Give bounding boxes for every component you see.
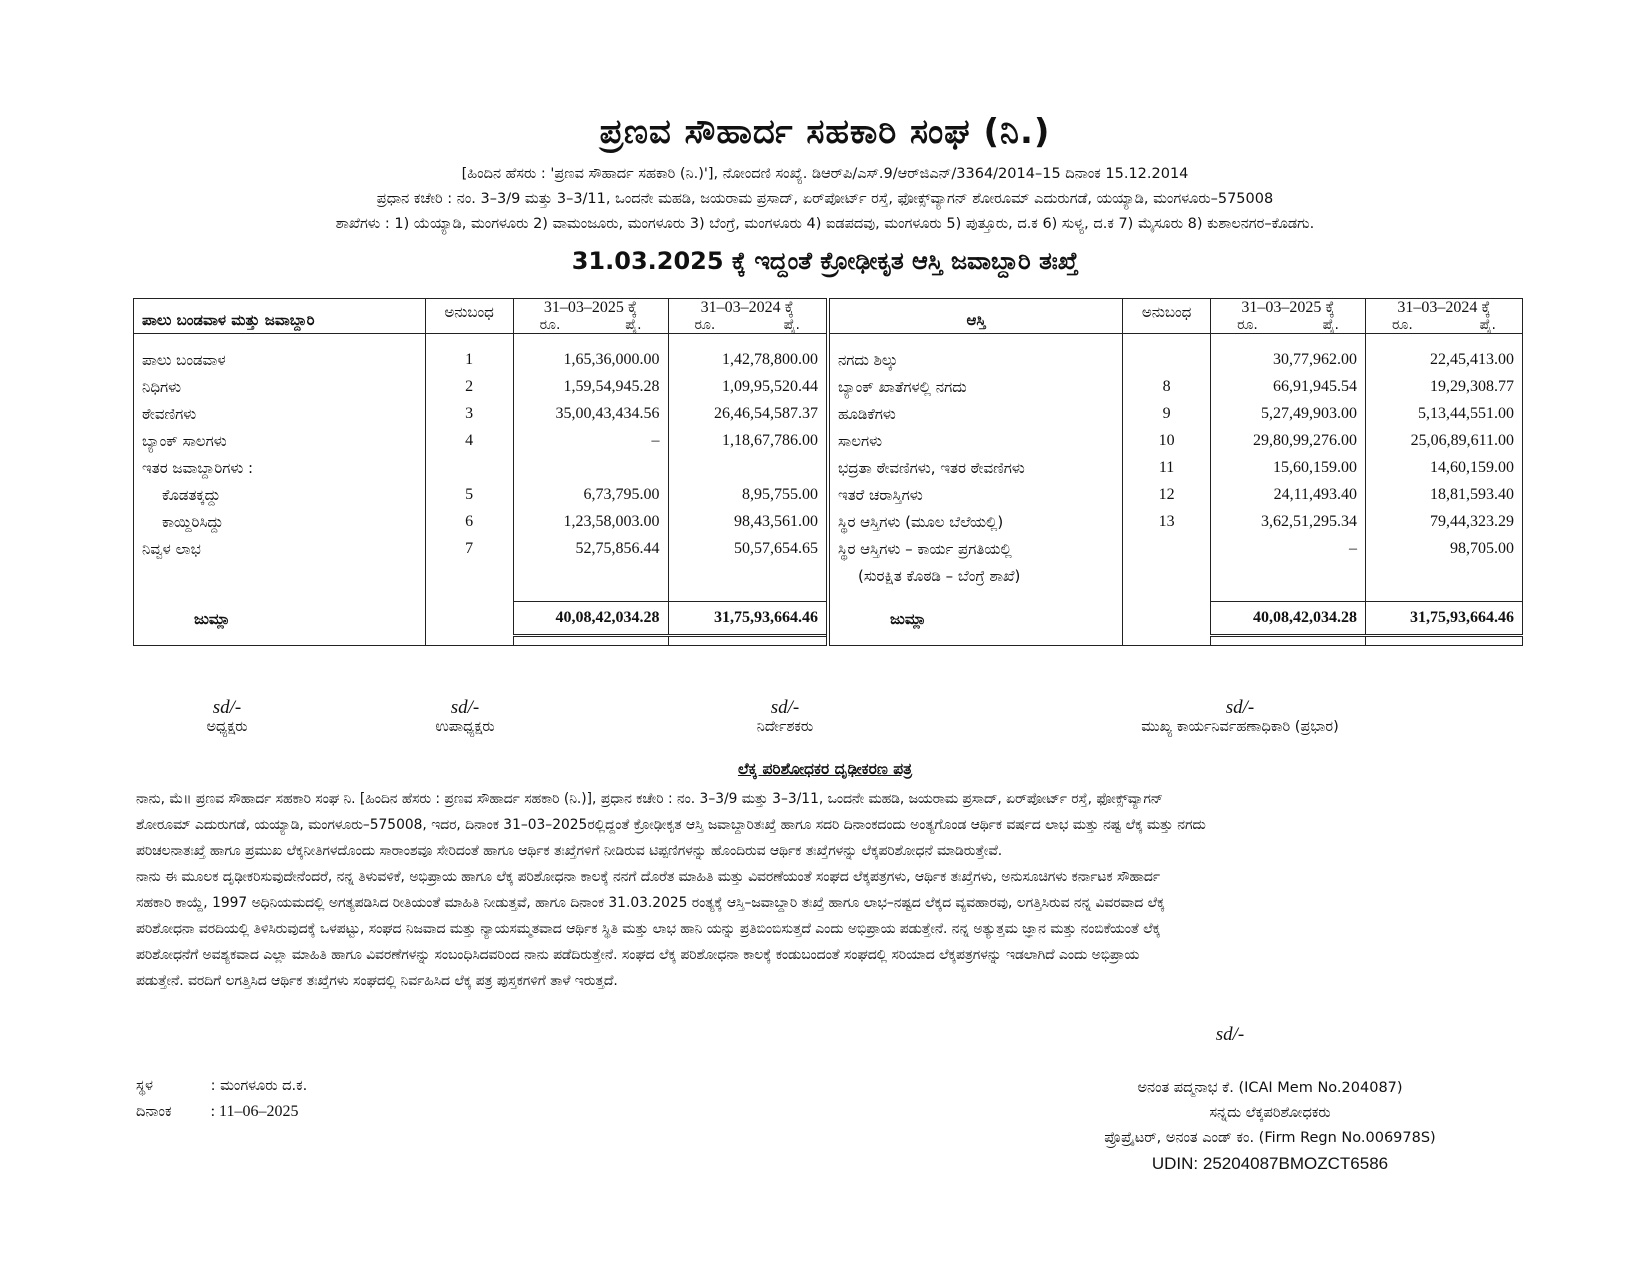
asset-annex: 9 xyxy=(1123,400,1211,427)
total-label-right: ಜುಮ್ಲಾ xyxy=(828,602,1123,636)
total-left-2024: 31,75,93,664.46 xyxy=(668,602,828,636)
asset-2024: 25,06,89,611.00 xyxy=(1366,427,1523,454)
liability-2025: 1,65,36,000.00 xyxy=(513,346,668,373)
asset-2025: 66,91,945.54 xyxy=(1211,373,1366,400)
certificate-line: ಪರಿಶೋಧನೆಗೆ ಅವಶ್ಯಕವಾದ ಎಲ್ಲಾ ಮಾಹಿತಿ ಹಾಗೂ ವಿವರಣೆಗಳನ್ನು ಸಂಬಂಧಿಸಿದವರಿಂದ ನಾನು ಪಡೆದಿರುತ್ತೇನೆ. ಸಂಘದ ಲೆಕ್ಕ ಪರಿಶೋಧನಾ ಕಾಲಕ್ಕೆ ಕಂಡುಬಂದಂತೆ ಸಂಘದಲ್ಲಿ ಸರಿಯಾದ ಲೆಕ್ಕಪತ್ರಗಳನ್ನು ಇಡಲಾಗಿದೆ ಎಂದು ಅಭಿಪ್ರಾಯ xyxy=(136,947,1140,963)
date-2024-label: 31–03–2024 ಕ್ಕೆ xyxy=(1397,299,1491,316)
signature-mark: sd/- xyxy=(1225,697,1255,718)
asset-2024: 18,81,593.40 xyxy=(1366,481,1523,508)
total-right-2024: 31,75,93,664.46 xyxy=(1366,602,1523,636)
table-row xyxy=(134,535,1523,562)
former-name-line: [ಹಿಂದಿನ ಹೆಸರು : 'ಪ್ರಣವ ಸೌಹಾರ್ದ ಸಹಕಾರಿ (ನಿ.)'], ನೋಂದಣಿ ಸಂಖ್ಯೆ. ಡಿಆರ್‌ಪಿ/ಎಸ್.9/ಆರ್‌ಜಿಎನ್/3364/2014–15 ದಿನಾಂಕ 15.12.2014 xyxy=(461,166,1189,182)
signature-role: ನಿರ್ದೇಶಕರು xyxy=(756,719,814,735)
liability-2025: 6,73,795.00 xyxy=(513,481,668,508)
table-row xyxy=(134,346,1523,373)
liability-2025: 1,59,54,945.28 xyxy=(513,373,668,400)
col-2025-left xyxy=(513,299,668,334)
total-right-2025: 40,08,42,034.28 xyxy=(1211,602,1366,636)
liability-2025 xyxy=(513,454,668,481)
liability-annex: 4 xyxy=(425,427,513,454)
liability-label: ಠೇವಣಿಗಳು xyxy=(134,400,426,427)
signature-vice-president xyxy=(335,697,595,735)
date-label: ದಿನಾಂಕ xyxy=(136,1104,172,1120)
col-2025-right xyxy=(1211,299,1366,334)
asset-2024: 22,45,413.00 xyxy=(1366,346,1523,373)
asset-annex: 12 xyxy=(1123,481,1211,508)
liability-2025: 52,75,856.44 xyxy=(513,535,668,562)
branches-line: ಶಾಖೆಗಳು : 1) ಯೆಯ್ಯಾಡಿ, ಮಂಗಳೂರು 2) ವಾಮಂಜೂರು, ಮಂಗಳೂರು 3) ಬೆಂಗ್ರೆ, ಮಂಗಳೂರು 4) ಐಡಪದವು, ಮಂಗಳೂರು 5) ಪುತ್ತೂರು, ದ.ಕ 6) ಸುಳ್ಯ, ದ.ಕ 7) ಮೈಸೂರು 8) ಕುಶಾಲನಗರ–ಕೊಡಗು. xyxy=(335,216,1315,232)
liability-annex: 2 xyxy=(425,373,513,400)
table-row xyxy=(134,373,1523,400)
date-value: : 11–06–2025 xyxy=(210,1103,299,1120)
liability-2024: 1,09,95,520.44 xyxy=(668,373,828,400)
spacer-row xyxy=(134,334,1523,347)
date-2024-label: 31–03–2024 ಕ್ಕೆ xyxy=(700,299,794,316)
asset-label: ಹೂಡಿಕೆಗಳು xyxy=(828,400,1123,427)
asset-label: ಬ್ಯಾಂಕ್ ಖಾತೆಗಳಲ್ಲಿ ನಗದು xyxy=(828,373,1123,400)
asset-annex: 11 xyxy=(1123,454,1211,481)
signature-role: ಮುಖ್ಯ ಕಾರ್ಯನಿರ್ವಹಣಾಧಿಕಾರಿ (ಪ್ರಭಾರ) xyxy=(1141,719,1339,735)
asset-2025: 29,80,99,276.00 xyxy=(1211,427,1366,454)
table-row xyxy=(134,481,1523,508)
certificate-body xyxy=(136,786,1516,994)
table-row xyxy=(134,400,1523,427)
liability-2025 xyxy=(513,562,668,589)
asset-2024: 5,13,44,551.00 xyxy=(1366,400,1523,427)
asset-2024: 98,705.00 xyxy=(1366,535,1523,562)
society-title: ಪ್ರಣವ ಸೌಹಾರ್ದ ಸಹಕಾರಿ ಸಂಘ (ನಿ.) xyxy=(599,112,1051,152)
liability-annex xyxy=(425,562,513,589)
liability-2024: 1,18,67,786.00 xyxy=(668,427,828,454)
rupees-label: ರೂ. xyxy=(1392,317,1413,333)
table-row xyxy=(134,562,1523,589)
asset-2025: – xyxy=(1211,535,1366,562)
liability-2024: 26,46,54,587.37 xyxy=(668,400,828,427)
balance-sheet-title: 31.03.2025 ಕ್ಕೆ ಇದ್ದಂತೆ ಕ್ರೋಢೀಕೃತ ಆಸ್ತಿ ಜವಾಬ್ದಾರಿ ತಃಖ್ತೆ xyxy=(571,247,1079,275)
asset-label: ಭದ್ರತಾ ಠೇವಣಿಗಳು, ಇತರ ಠೇವಣಿಗಳು xyxy=(828,454,1123,481)
asset-label: ಇತರೆ ಚರಾಸ್ತಿಗಳು xyxy=(828,481,1123,508)
paise-label: ಪೈ. xyxy=(783,317,800,333)
liability-annex: 6 xyxy=(425,508,513,535)
liability-label: ಕಾಯ್ದಿರಿಸಿದ್ದು xyxy=(134,508,426,535)
table-row xyxy=(134,454,1523,481)
spacer-row xyxy=(134,589,1523,602)
liability-2024: 50,57,654.65 xyxy=(668,535,828,562)
date-2025-label: 31–03–2025 ಕ್ಕೆ xyxy=(543,299,638,316)
paise-label: ಪೈ. xyxy=(1322,317,1340,333)
rupees-label: ರೂ. xyxy=(539,317,561,333)
annex-heading-left: ಅನುಬಂಧ xyxy=(425,299,513,334)
col-2024-left xyxy=(668,299,828,334)
place-label: ಸ್ಥಳ xyxy=(136,1078,154,1094)
certificate-line: ನಾನು, ಮೆ॥ ಪ್ರಣವ ಸೌಹಾರ್ದ ಸಹಕಾರಿ ಸಂಘ ನಿ. [ಹಿಂದಿನ ಹೆಸರು : ಪ್ರಣವ ಸೌಹಾರ್ದ ಸಹಕಾರಿ (ನಿ.)], ಪ್ರಧಾನ ಕಚೇರಿ : ನಂ. 3–3/9 ಮತ್ತು 3–3/11, ಒಂದನೇ ಮಹಡಿ, ಜಯರಾಮ ಪ್ರಸಾದ್, ಏರ್‌ಪೋರ್ಟ್ ರಸ್ತೆ, ಫೋಕ್ಸ್‌ವ್ಯಾಗನ್ xyxy=(136,791,1163,807)
auditor-signature-mark: sd/- xyxy=(1215,1024,1245,1045)
paise-label: ಪೈ. xyxy=(625,317,642,333)
asset-annex xyxy=(1123,346,1211,373)
table-row xyxy=(134,427,1523,454)
assets-heading: ಆಸ್ತಿ xyxy=(828,299,1123,334)
signature-director xyxy=(655,697,915,735)
signature-ceo xyxy=(1090,697,1390,735)
total-row xyxy=(134,602,1523,636)
asset-annex xyxy=(1123,535,1211,562)
asset-label: (ಸುರಕ್ಷಿತ ಕೊಠಡಿ – ಬೆಂಗ್ರೆ ಶಾಖೆ) xyxy=(828,562,1123,589)
liabilities-heading: ಪಾಲು ಬಂಡವಾಳ ಮತ್ತು ಜವಾಬ್ದಾರಿ xyxy=(134,299,426,334)
asset-2025: 30,77,962.00 xyxy=(1211,346,1366,373)
signature-president xyxy=(97,697,357,735)
col-2024-right xyxy=(1366,299,1523,334)
liability-2025: – xyxy=(513,427,668,454)
certificate-title: ಲೆಕ್ಕ ಪರಿಶೋಧಕರ ದೃಢೀಕರಣ ಪತ್ರ xyxy=(737,760,913,778)
asset-annex: 10 xyxy=(1123,427,1211,454)
liability-2025: 1,23,58,003.00 xyxy=(513,508,668,535)
asset-annex: 8 xyxy=(1123,373,1211,400)
signature-mark: sd/- xyxy=(770,697,800,718)
asset-annex: 13 xyxy=(1123,508,1211,535)
paise-label: ಪೈ. xyxy=(1479,317,1496,333)
rupees-label: ರೂ. xyxy=(1237,317,1258,333)
asset-2024: 14,60,159.00 xyxy=(1366,454,1523,481)
asset-label: ಸಾಲಗಳು xyxy=(828,427,1123,454)
asset-label: ನಗದು ಶಿಲ್ಕು xyxy=(828,346,1123,373)
annex-heading-right: ಅನುಬಂಧ xyxy=(1123,299,1211,334)
liability-annex: 7 xyxy=(425,535,513,562)
certificate-line: ನಾನು ಈ ಮೂಲಕ ದೃಢೀಕರಿಸುವುದೇನೆಂದರೆ, ನನ್ನ ತಿಳುವಳಿಕೆ, ಅಭಿಪ್ರಾಯ ಹಾಗೂ ಲೆಕ್ಕ ಪರಿಶೋಧನಾ ಕಾಲಕ್ಕೆ ನನಗೆ ದೊರೆತ ಮಾಹಿತಿ ಮತ್ತು ವಿವರಣೆಯಂತೆ ಸಂಘದ ಲೆಕ್ಕಪತ್ರಗಳು, ಆರ್ಥಿಕ ತಃಖ್ತೆಗಳು, ಅನುಸೂಚಿಗಳು ಕರ್ನಾಟಕ ಸೌಹಾರ್ದ xyxy=(136,869,1160,885)
asset-label: ಸ್ಥಿರ ಆಸ್ತಿಗಳು (ಮೂಲ ಬೆಲೆಯಲ್ಲಿ) xyxy=(828,508,1123,535)
certificate-line: ಪರಿಚಲನಾತಃಖ್ತೆ ಹಾಗೂ ಪ್ರಮುಖ ಲೆಕ್ಕನೀತಿಗಳದೊಂದು ಸಾರಾಂಶವೂ ಸೇರಿದಂತೆ ಹಾಗೂ ಆರ್ಥಿಕ ತಃಖ್ತೆಗಳಿಗೆ ನೀಡಿರುವ ಟಿಪ್ಪಣಿಗಳನ್ನು ಹೊಂದಿರುವ ಆರ್ಥಿಕ ತಃಖ್ತೆಗಳನ್ನು ಲೆಕ್ಕಪರಿಶೋಧನೆ ಮಾಡಿರುತ್ತೇವೆ. xyxy=(136,843,1003,859)
asset-2024 xyxy=(1366,562,1523,589)
balance-sheet-table xyxy=(133,298,1523,646)
signature-role: ಅಧ್ಯಕ್ಷರು xyxy=(206,719,248,735)
place-value: : ಮಂಗಳೂರು ದ.ಕ. xyxy=(210,1078,308,1094)
table-header-row xyxy=(134,299,1523,334)
asset-label: ಸ್ಥಿರ ಆಸ್ತಿಗಳು – ಕಾರ್ಯ ಪ್ರಗತಿಯಲ್ಲಿ xyxy=(828,535,1123,562)
udin-number: UDIN: 25204087BMOZCT6586 xyxy=(1151,1154,1389,1173)
liability-annex: 3 xyxy=(425,400,513,427)
signature-mark: sd/- xyxy=(212,697,242,718)
head-office-line: ಪ್ರಧಾನ ಕಚೇರಿ : ನಂ. 3–3/9 ಮತ್ತು 3–3/11, ಒಂದನೇ ಮಹಡಿ, ಜಯರಾಮ ಪ್ರಸಾದ್, ಏರ್‌ಪೋರ್ಟ್ ರಸ್ತೆ, ಫೋಕ್ಸ್‌ವ್ಯಾಗನ್ ಶೋರೂಮ್ ಎದುರುಗಡೆ, ಯಯ್ಯಾಡಿ, ಮಂಗಳೂರು–575008 xyxy=(376,191,1274,207)
spacer-row xyxy=(134,636,1523,646)
auditor-name: ಅನಂತ ಪದ್ಮನಾಭ ಕೆ. (ICAI Mem No.204087) xyxy=(1137,1080,1403,1096)
liability-label: ಪಾಲು ಬಂಡವಾಳ xyxy=(134,346,426,373)
total-left-2025: 40,08,42,034.28 xyxy=(513,602,668,636)
liability-2024 xyxy=(668,562,828,589)
asset-annex xyxy=(1123,562,1211,589)
liability-2024: 8,95,755.00 xyxy=(668,481,828,508)
total-label-left: ಜುಮ್ಲಾ xyxy=(134,602,426,636)
liability-2025: 35,00,43,434.56 xyxy=(513,400,668,427)
place-row xyxy=(136,1078,307,1094)
asset-2025 xyxy=(1211,562,1366,589)
signature-mark: sd/- xyxy=(450,697,480,718)
asset-2024: 19,29,308.77 xyxy=(1366,373,1523,400)
liability-annex: 5 xyxy=(425,481,513,508)
asset-2025: 24,11,493.40 xyxy=(1211,481,1366,508)
liability-label: ಇತರ ಜವಾಬ್ದಾರಿಗಳು : xyxy=(134,454,426,481)
date-2025-label: 31–03–2025 ಕ್ಕೆ xyxy=(1241,299,1335,316)
asset-2024: 79,44,323.29 xyxy=(1366,508,1523,535)
asset-2025: 5,27,49,903.00 xyxy=(1211,400,1366,427)
liability-label: ನಿವ್ವಳ ಲಾಭ xyxy=(134,535,426,562)
rupees-label: ರೂ. xyxy=(694,317,716,333)
liability-label xyxy=(134,562,426,589)
certificate-line: ಶೋರೂಮ್ ಎದುರುಗಡೆ, ಯಯ್ಯಾಡಿ, ಮಂಗಳೂರು–575008, ಇದರ, ದಿನಾಂಕ 31–03–2025ರಲ್ಲಿದ್ದಂತೆ ಕ್ರೋಢೀಕೃತ ಆಸ್ತಿ ಜವಾಬ್ದಾರಿತಃಖ್ತೆ ಹಾಗೂ ಸದರಿ ದಿನಾಂಕದಂದು ಅಂತ್ಯಗೊಂಡ ಆರ್ಥಿಕ ವರ್ಷದ ಲಾಭ ಮತ್ತು ನಷ್ಟ ಲೆಕ್ಕ ಮತ್ತು ನಗದು xyxy=(136,817,1206,833)
liability-label: ಬ್ಯಾಂಕ್ ಸಾಲಗಳು xyxy=(134,427,426,454)
signature-role: ಉಪಾಧ್ಯಕ್ಷರು xyxy=(435,719,495,735)
date-row xyxy=(136,1103,298,1121)
certificate-line: ಸಹಕಾರಿ ಕಾಯ್ದೆ, 1997 ಅಧಿನಿಯಮದಲ್ಲಿ ಅಗತ್ಯಪಡಿಸಿದ ರೀತಿಯಂತೆ ಮಾಹಿತಿ ನೀಡುತ್ತವೆ, ಹಾಗೂ ದಿನಾಂಕ 31.03.2025 ರಂತ್ಯಕ್ಕೆ ಆಸ್ತಿ–ಜವಾಬ್ದಾರಿ ತಃಖ್ತೆ ಹಾಗೂ ಲಾಭ–ನಷ್ಟದ ಲೆಕ್ಕದ ವ್ಯವಹಾರವು, ಲಗತ್ತಿಸಿರುವ ನನ್ನ ವಿವರವಾದ ಲೆಕ್ಕ xyxy=(136,895,1165,911)
auditor-firm: ಪ್ರೊಪ್ರೈಟರ್, ಅನಂತ ಎಂಡ್ ಕಂ. (Firm Regn No.006978S) xyxy=(1104,1130,1436,1146)
table-row xyxy=(134,508,1523,535)
liability-2024: 1,42,78,800.00 xyxy=(668,346,828,373)
liability-label: ಕೊಡತಕ್ಕದ್ದು xyxy=(134,481,426,508)
liability-annex: 1 xyxy=(425,346,513,373)
liability-2024 xyxy=(668,454,828,481)
auditor-title: ಸನ್ನದು ಲೆಕ್ಕಪರಿಶೋಧಕರು xyxy=(1209,1105,1331,1121)
liability-label: ನಿಧಿಗಳು xyxy=(134,373,426,400)
asset-2025: 15,60,159.00 xyxy=(1211,454,1366,481)
certificate-line: ಪರಿಶೋಧನಾ ವರದಿಯಲ್ಲಿ ತಿಳಿಸಿರುವುದಕ್ಕೆ ಒಳಪಟ್ಟು, ಸಂಘದ ನಿಜವಾದ ಮತ್ತು ನ್ಯಾಯಸಮ್ಮತವಾದ ಆರ್ಥಿಕ ಸ್ಥಿತಿ ಮತ್ತು ಲಾಭ ಹಾನಿ ಯನ್ನು ಪ್ರತಿಬಿಂಬಿಸುತ್ತದೆ ಎಂದು ಅಭಿಪ್ರಾಯ ಪಡುತ್ತೇನೆ. ನನ್ನ ಅತ್ಯುತ್ತಮ ಜ್ಞಾನ ಮತ್ತು ನಂಬಿಕೆಯಂತೆ ಲೆಕ್ಕ xyxy=(136,921,1161,937)
liability-2024: 98,43,561.00 xyxy=(668,508,828,535)
auditor-block xyxy=(1080,1076,1460,1176)
liability-annex xyxy=(425,454,513,481)
certificate-line: ಪಡುತ್ತೇನೆ. ವರದಿಗೆ ಲಗತ್ತಿಸಿದ ಆರ್ಥಿಕ ತಃಖ್ತೆಗಳು ಸಂಘದಲ್ಲಿ ನಿರ್ವಹಿಸಿದ ಲೆಕ್ಕ ಪತ್ರ ಪುಸ್ತಕಗಳಿಗೆ ತಾಳೆ ಇರುತ್ತದೆ. xyxy=(136,973,618,989)
asset-2025: 3,62,51,295.34 xyxy=(1211,508,1366,535)
